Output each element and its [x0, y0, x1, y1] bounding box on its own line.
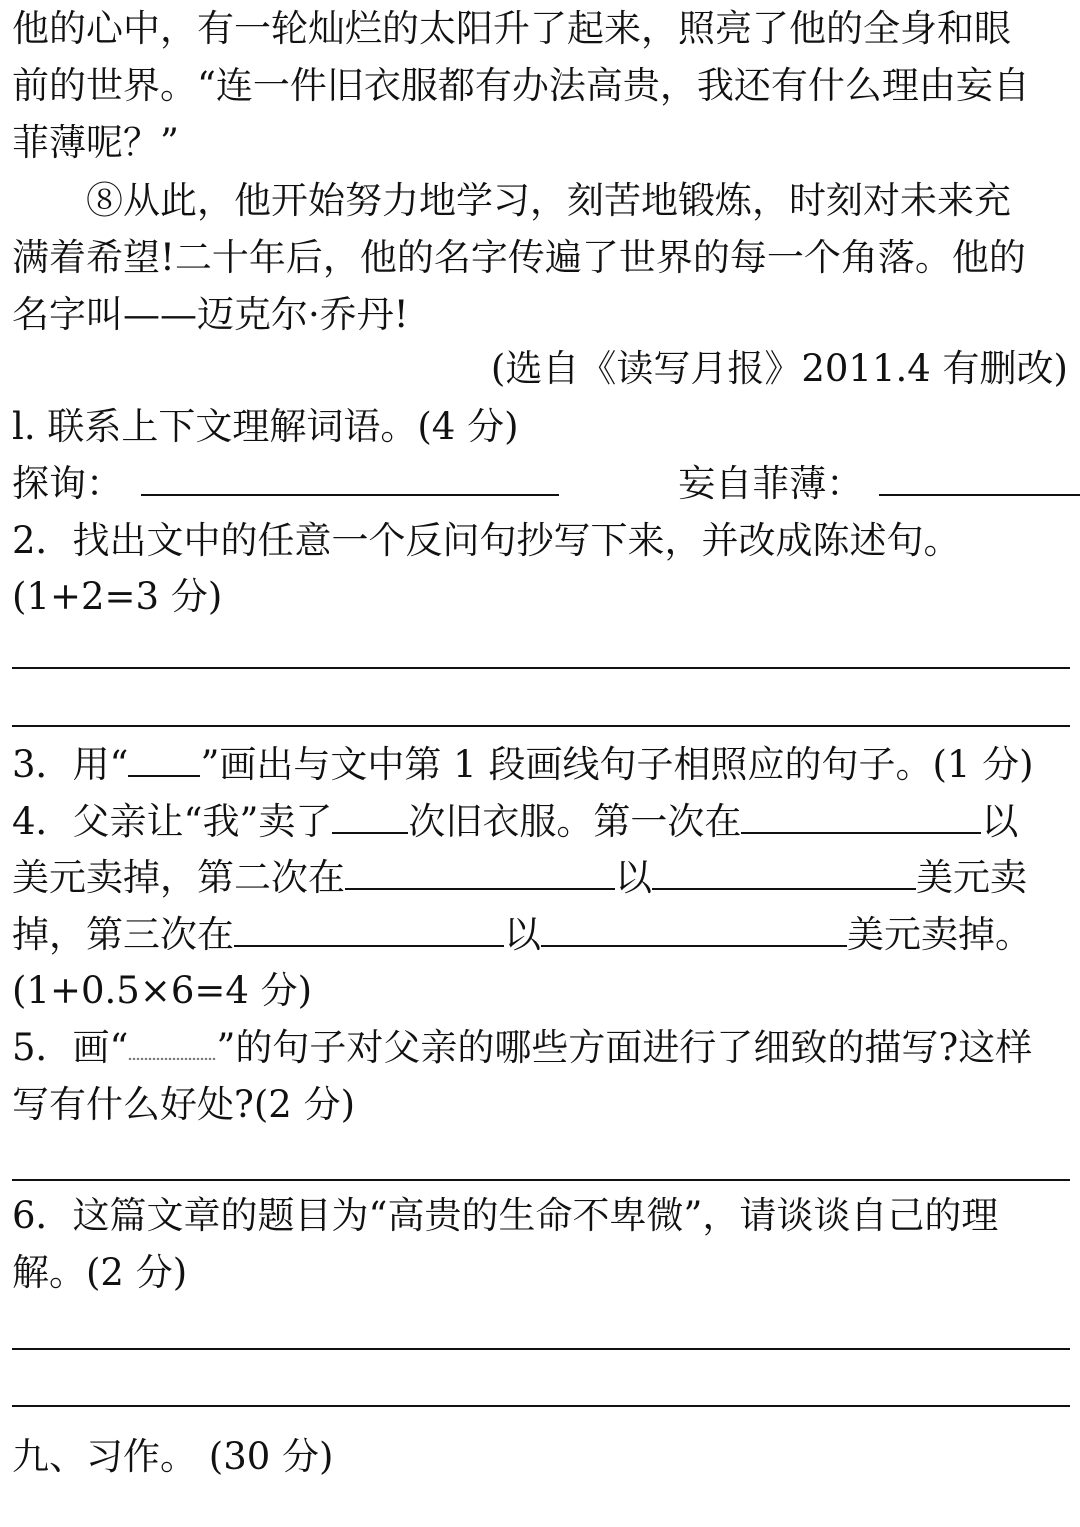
- q4-text-g: 掉，第三次在: [12, 913, 234, 956]
- q6-answer-line2[interactable]: [12, 1405, 1070, 1407]
- q4-text-h: 以: [504, 913, 541, 956]
- q1-word1: 探询：: [12, 462, 123, 505]
- q4-text-c: 以: [981, 800, 1019, 843]
- q4-blank-count[interactable]: [332, 798, 408, 834]
- q2-answer-line2[interactable]: [12, 725, 1070, 727]
- q4-blank-price2[interactable]: [652, 854, 916, 890]
- q1-answer-row: [12, 459, 1080, 509]
- passage-p8-line3: 名字叫——迈克尔·乔丹!: [12, 293, 409, 336]
- q4-score: (1+0.5×6=4 分): [12, 969, 313, 1012]
- section9-title: 九、习作。 (30 分): [12, 1435, 334, 1478]
- q4-text-d: 美元卖掉，第二次在: [12, 856, 345, 899]
- q2-line2: (1+2=3 分): [12, 575, 223, 618]
- passage-p7-line1: 他的心中，有一轮灿烂的太阳升了起来，照亮了他的全身和眼: [12, 7, 1011, 50]
- q4-blank-place1[interactable]: [741, 798, 981, 834]
- q1-blank2[interactable]: [879, 460, 1080, 496]
- passage-p8-line2: 满着希望!二十年后，他的名字传遍了世界的每一个角落。他的: [12, 236, 1026, 279]
- q5-line2: 写有什么好处?(2 分): [12, 1083, 356, 1126]
- q4-line1: [12, 797, 1018, 847]
- q3-underline-sample: [128, 741, 200, 777]
- q4-blank-place2[interactable]: [345, 854, 615, 890]
- passage-source: (选自《读写月报》2011.4 有删改): [490, 347, 1068, 390]
- q3-post: ”画出与文中第 1 段画线句子相照应的句子。(1 分): [200, 743, 1034, 786]
- q3-line: [12, 740, 1034, 790]
- q1-blank1[interactable]: [141, 460, 559, 496]
- q1-text: l. 联系上下文理解词语。(4 分): [12, 405, 519, 448]
- q4-text-f: 美元卖: [916, 856, 1027, 899]
- q6-line1: 6．这篇文章的题目为“高贵的生命不卑微”，请谈谈自己的理: [12, 1194, 999, 1237]
- q5-wavy-underline-sample: [128, 1030, 216, 1060]
- q5-answer-line[interactable]: [12, 1179, 1070, 1181]
- q4-line2: [12, 853, 1027, 903]
- q4-blank-price3[interactable]: [541, 911, 847, 947]
- q4-line3: [12, 910, 1032, 960]
- q6-line2: 解。(2 分): [12, 1251, 188, 1294]
- q4-text-e: 以: [615, 856, 652, 899]
- q4-blank-place3[interactable]: [234, 911, 504, 947]
- q5-post: ”的句子对父亲的哪些方面进行了细致的描写?这样: [216, 1026, 1033, 1069]
- q4-text-a: 4．父亲让“我”卖了: [12, 800, 333, 843]
- q2-answer-line1[interactable]: [12, 667, 1070, 669]
- q4-text-i: 美元卖掉。: [847, 913, 1032, 956]
- q5-line1: [12, 1023, 1032, 1073]
- passage-p8-line1: ⑧从此，他开始努力地学习，刻苦地锻炼，时刻对未来充: [86, 179, 1011, 222]
- passage-p7-line3: 菲薄呢？”: [12, 121, 179, 164]
- q3-pre: 3．用“: [12, 743, 129, 786]
- q4-text-b: 次旧衣服。第一次在: [408, 800, 742, 843]
- q6-answer-line1[interactable]: [12, 1348, 1070, 1350]
- q1-word2: 妄自菲薄：: [678, 462, 864, 505]
- q2-line1: 2．找出文中的任意一个反问句抄写下来，并改成陈述句。: [12, 519, 961, 562]
- passage-p7-line2: 前的世界。“连一件旧衣服都有办法高贵，我还有什么理由妄自: [12, 64, 1030, 107]
- q5-pre: 5．画“: [12, 1026, 129, 1069]
